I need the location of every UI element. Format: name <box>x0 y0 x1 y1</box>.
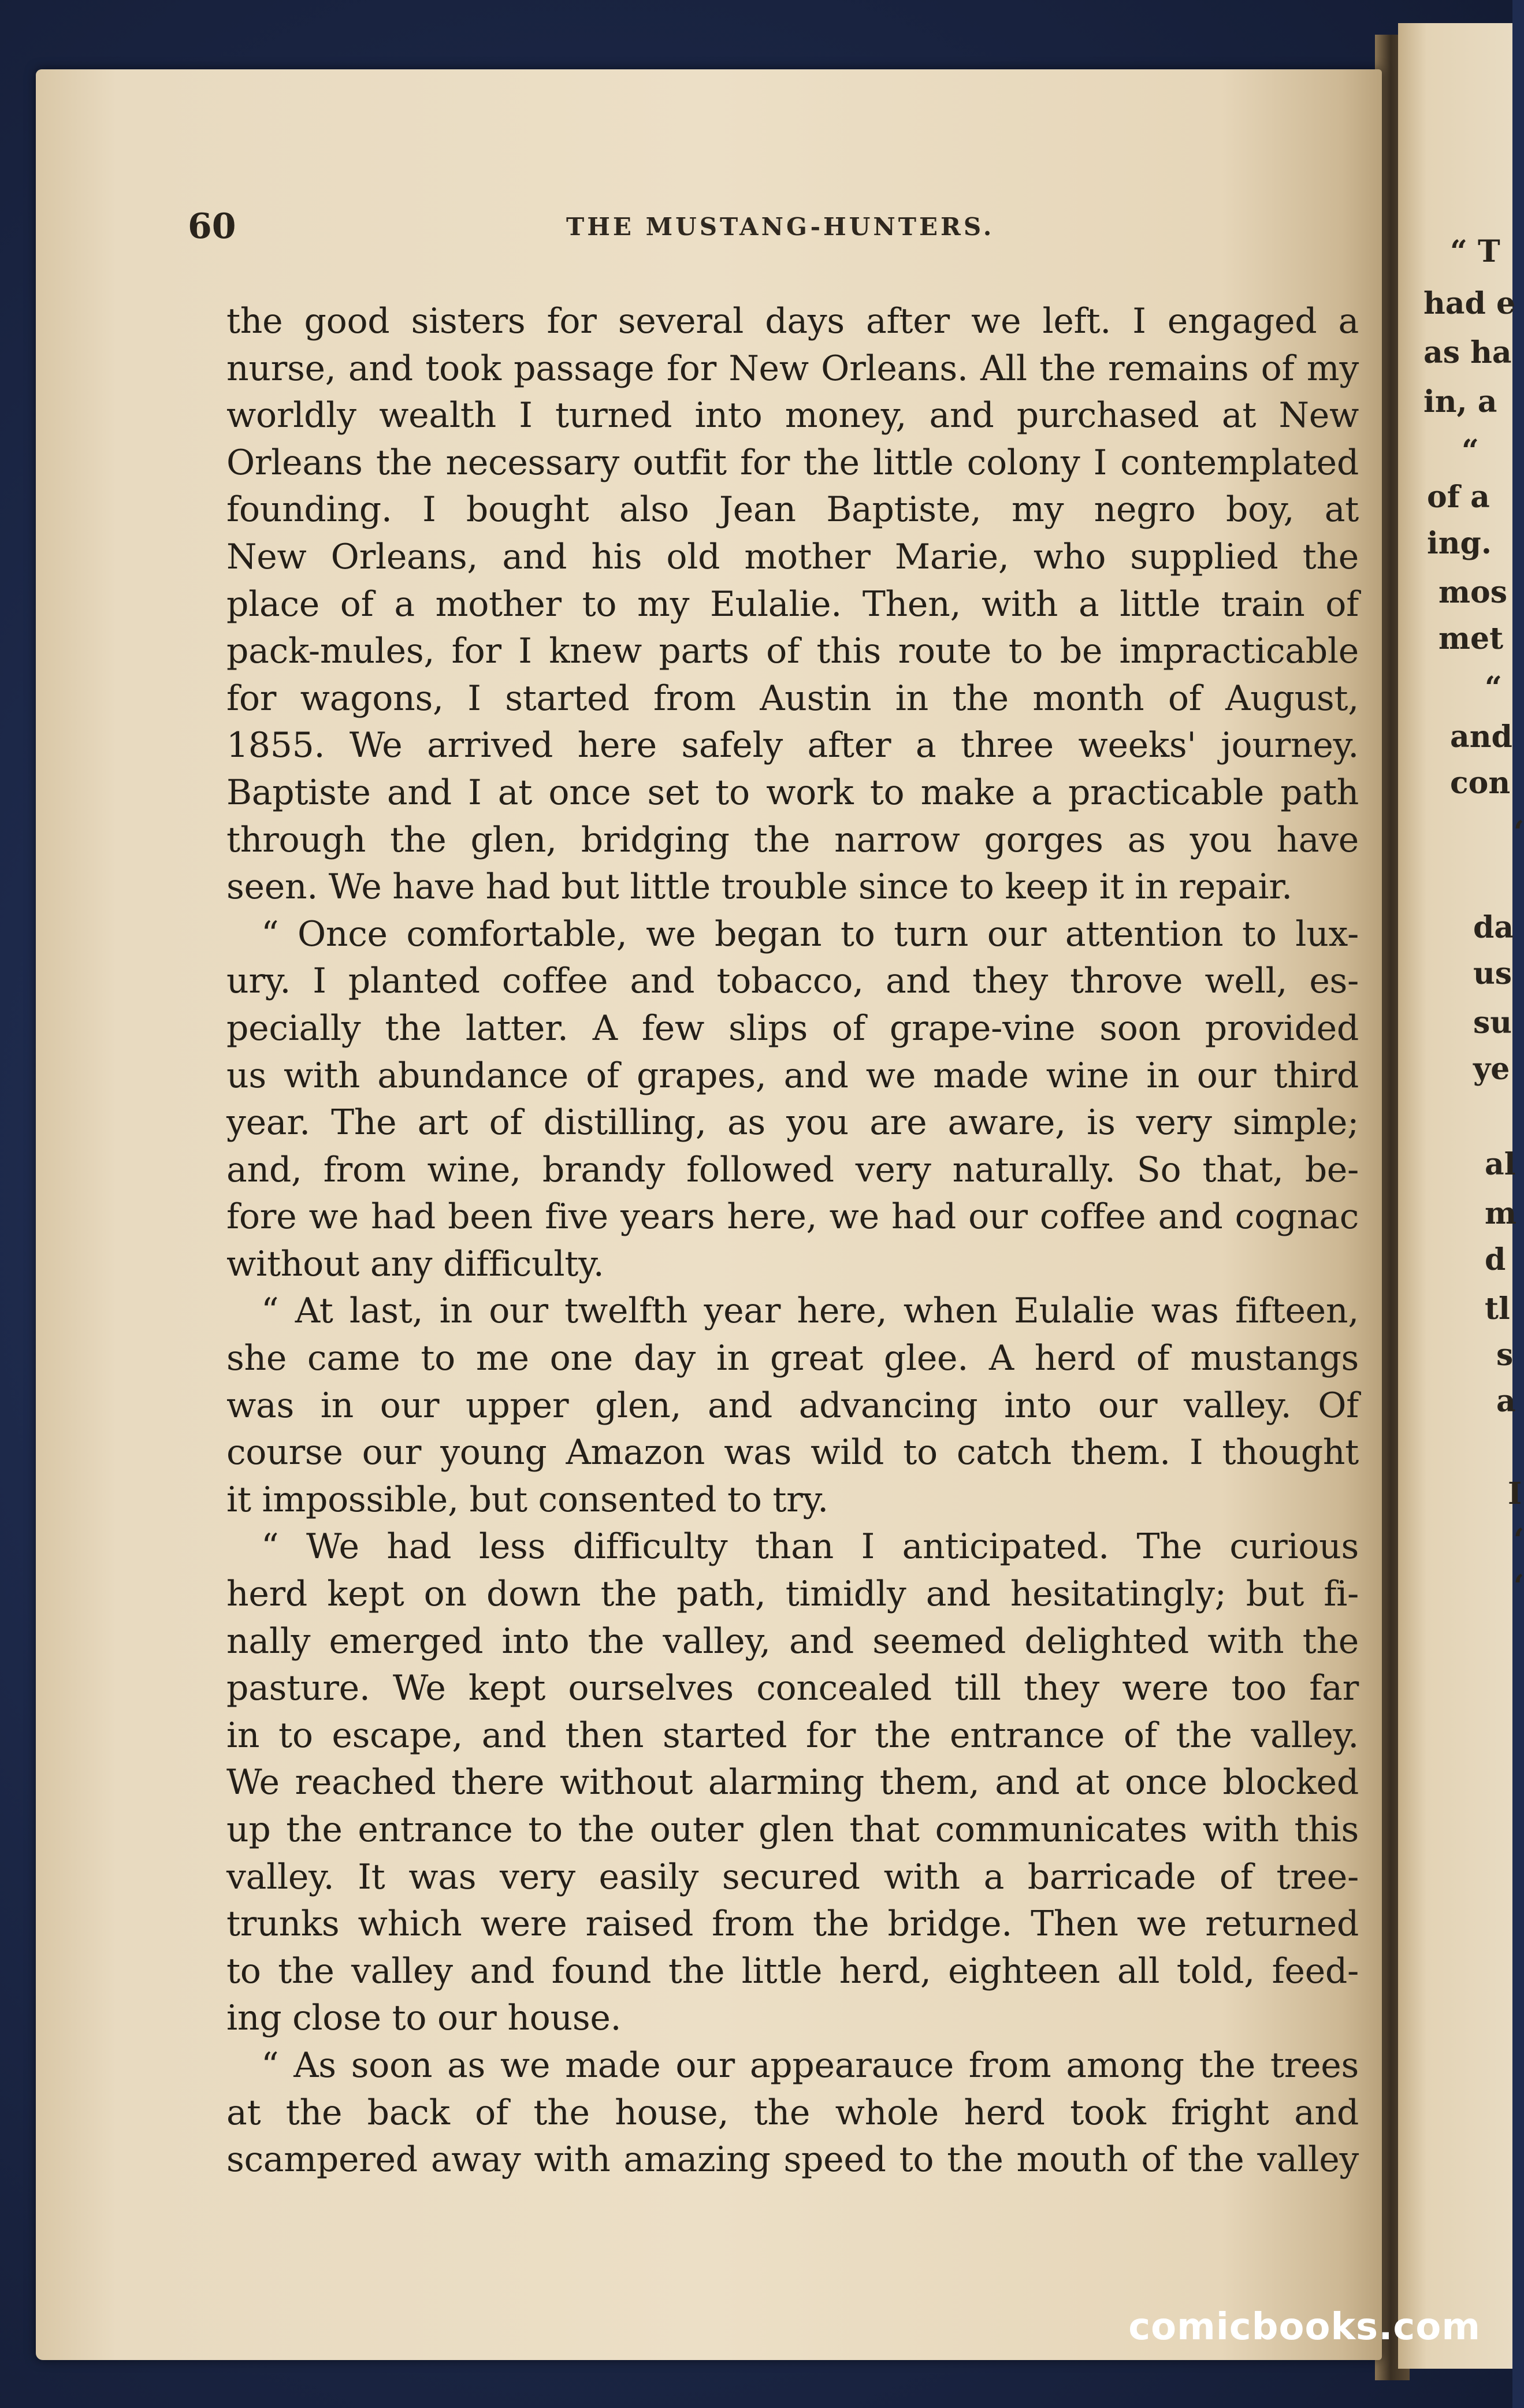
facing-page-fragment: m <box>1485 1196 1517 1231</box>
text-line: worldly wealth I turned into money, and purchased at New <box>226 395 1359 436</box>
text-line: fore we had been five years here, we had our coffee and cognac <box>226 1196 1359 1238</box>
text-line: the good sisters for several days after we left. I engaged a <box>226 301 1359 341</box>
facing-page-fragment: al <box>1485 1147 1516 1182</box>
text-line: “ At last, in our twelfth year here, when Eulalie was fifteen, <box>261 1291 1359 1332</box>
text-line: to the valley and found the little herd, eighteen all told, feed- <box>226 1950 1359 1991</box>
text-line: ury. I planted coffee and tobacco, and they throve well, es- <box>226 961 1359 1002</box>
facing-page-fragment: con <box>1450 765 1511 801</box>
text-line: 1855. We arrived here safely after a three weeks' journey. <box>226 725 1359 766</box>
text-line: Orleans the necessary outfit for the little colony I contemplated <box>226 442 1359 483</box>
facing-page-fragment: as ha <box>1423 335 1512 370</box>
facing-page-fragment: “ <box>1485 670 1502 705</box>
text-line: up the entrance to the outer glen that communicates with this <box>226 1809 1359 1850</box>
text-line: We reached there without alarming them, and at once blocked <box>226 1762 1359 1803</box>
text-line: ing close to our house. <box>226 1998 622 2039</box>
facing-page-fragment: of a <box>1427 480 1490 515</box>
text-line: valley. It was very easily secured with a barricade of tree- <box>226 1856 1359 1897</box>
text-line: was in our upper glen, and advancing into our valley. Of <box>226 1385 1359 1426</box>
facing-page-fragment: ye <box>1473 1051 1510 1087</box>
facing-page-fragment: in, a <box>1423 384 1497 419</box>
facing-page-fragment: I <box>1508 1476 1522 1511</box>
body-text <box>226 298 1359 2184</box>
facing-page-fragment: met <box>1438 621 1504 656</box>
text-line: in to escape, and then started for the entrance of the valley. <box>226 1715 1359 1756</box>
facing-page-fragment: and <box>1450 719 1512 755</box>
text-line: she came to me one day in great glee. A herd of mustangs <box>226 1338 1359 1379</box>
facing-page-fragment: “ <box>1462 433 1479 469</box>
facing-page-fragment: ing. <box>1427 526 1492 561</box>
text-line: pack-mules, for I knew parts of this route to be impracticable <box>226 631 1359 672</box>
facing-page-fragment: ‘ <box>1514 815 1524 850</box>
text-line: us with abundance of grapes, and we made wine in our third <box>226 1055 1359 1096</box>
text-line: year. The art of distilling, as you are aware, is very simple; <box>226 1102 1359 1143</box>
text-line: seen. We have had but little trouble since to keep it in repair. <box>226 867 1292 908</box>
text-line: scampered away with amazing speed to the mouth of the valley <box>226 2139 1359 2180</box>
text-line: herd kept on down the path, timidly and hesitatingly; but fi- <box>226 1574 1359 1615</box>
text-line: course our young Amazon was wild to catch them. I thought <box>226 1432 1359 1473</box>
text-line: founding. I bought also Jean Baptiste, my negro boy, at <box>226 489 1359 530</box>
facing-page-fragment: ‘ <box>1514 1522 1524 1558</box>
text-line: “ We had less difficulty than I anticipated. The curious <box>261 1526 1359 1567</box>
facing-page-fragment: tl <box>1485 1291 1510 1326</box>
text-line: for wagons, I started from Austin in the month of August, <box>226 678 1359 719</box>
text-line: Baptiste and I at once set to work to make a practicable path <box>226 772 1359 813</box>
page-number: 60 <box>188 206 236 247</box>
text-line: “ As soon as we made our appearauce from among the trees <box>261 2045 1359 2086</box>
text-line: nurse, and took passage for New Orleans. All the remains of my <box>226 348 1359 389</box>
facing-page-fragment: a <box>1496 1384 1516 1419</box>
text-line: trunks which were raised from the bridge. Then we returned <box>226 1904 1359 1945</box>
text-line: place of a mother to my Eulalie. Then, with a little train of <box>226 584 1359 625</box>
text-line: it impossible, but consented to try. <box>226 1479 828 1520</box>
facing-page-fragment: ‘ <box>1514 1569 1524 1604</box>
watermark: comicbooks.com <box>1128 2306 1481 2348</box>
facing-page-fragment: had e <box>1423 286 1516 321</box>
facing-page-fragment: “ T <box>1450 234 1500 269</box>
text-line: at the back of the house, the whole herd took fright and <box>226 2092 1359 2133</box>
facing-page-fragment: d <box>1485 1242 1506 1277</box>
facing-page-fragment: s <box>1496 1337 1514 1373</box>
text-line: “ Once comfortable, we began to turn our attention to lux- <box>261 913 1359 954</box>
text-line: pecially the latter. A few slips of grape-vine soon provided <box>226 1008 1359 1049</box>
text-line: New Orleans, and his old mother Marie, who supplied the <box>226 536 1359 577</box>
text-line: without any difficulty. <box>226 1243 604 1284</box>
facing-page <box>1398 23 1524 2369</box>
facing-page-fragment: da <box>1473 910 1514 945</box>
text-line: through the glen, bridging the narrow gorges as you have <box>226 819 1359 860</box>
text-line: nally emerged into the valley, and seemed delighted with the <box>226 1621 1359 1662</box>
facing-page-fragment: us <box>1473 956 1512 991</box>
facing-page-fragment: mos <box>1438 575 1507 610</box>
text-line: pasture. We kept ourselves concealed till they were too far <box>226 1668 1359 1709</box>
facing-page-fragment: su <box>1473 1005 1512 1041</box>
running-head: THE MUSTANG-HUNTERS. <box>566 213 995 241</box>
text-line: and, from wine, brandy followed very naturally. So that, be- <box>226 1149 1359 1190</box>
